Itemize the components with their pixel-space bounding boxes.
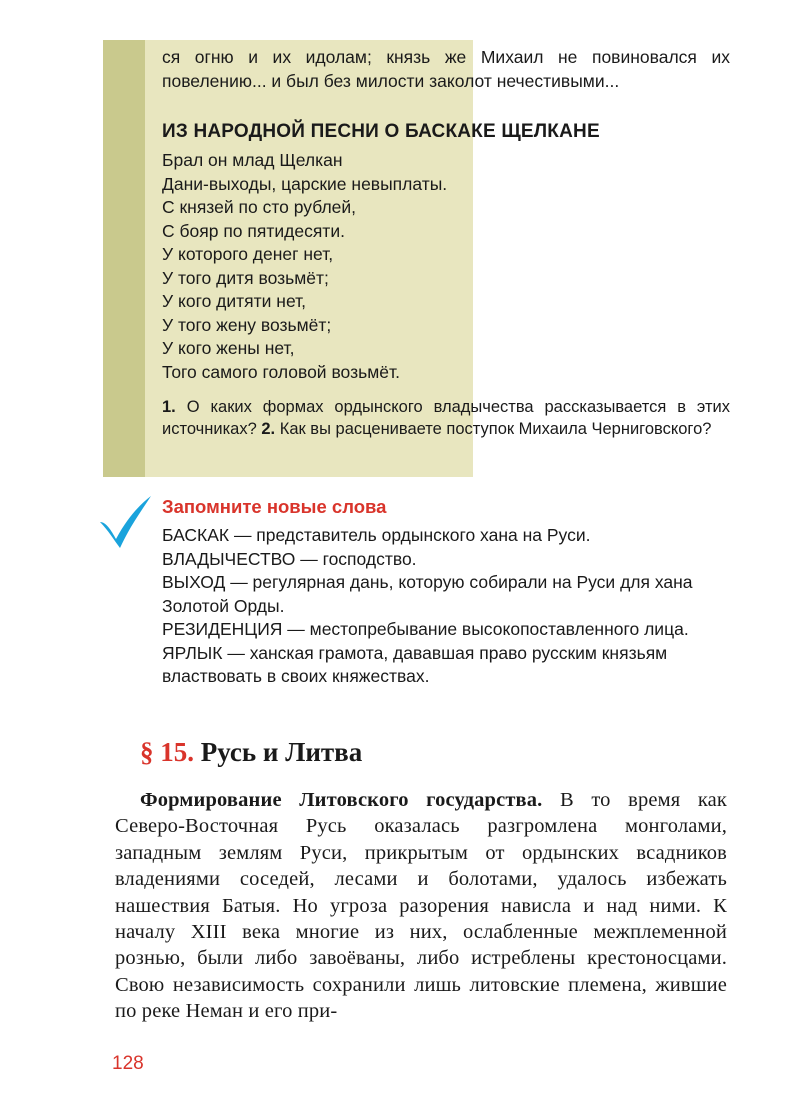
song-line: У того дитя возьмёт;: [162, 267, 329, 288]
section-heading: [140, 737, 362, 768]
remember-words-block: [162, 496, 728, 689]
song-line: У того жену возьмёт;: [162, 314, 332, 335]
section-paragraph: [115, 787, 727, 1025]
page-number: 128: [112, 1053, 144, 1074]
song-line: Того самого головой возьмёт.: [162, 361, 400, 382]
chronicle-excerpt: ся огню и их идолам; князь же Михаил не повиновался их повелению... и был без милости заколот нечестивыми...: [162, 47, 730, 91]
song-verse: [162, 149, 730, 384]
song-line: Дани-выходы, царские невыплаты.: [162, 173, 448, 194]
glossary-term: БАСКАК — представитель ордынского хана на Руси.: [162, 525, 591, 545]
question-number: 2.: [261, 420, 276, 438]
question-text: Как вы расцениваете поступок Михаила Черниговского?: [279, 420, 712, 438]
song-line: Брал он млад Щелкан: [162, 150, 343, 170]
song-line: У кого дитяти нет,: [162, 291, 307, 311]
song-title: ИЗ НАРОДНОЙ ПЕСНИ О БАСКАКЕ ЩЕЛКАНЕ: [162, 121, 600, 142]
glossary-term: ЯРЛЫК — ханская грамота, дававшая право русским князьям властвовать в своих княжествах.: [162, 642, 668, 686]
section-title: Русь и Литва: [200, 737, 363, 767]
source-content: [162, 45, 730, 440]
glossary-term: ВЫХОД — регулярная дань, которую собирали на Руси для хана Золотой Орды.: [162, 572, 693, 616]
glossary-term: ВЛАДЫЧЕСТВО — господство.: [162, 548, 417, 569]
glossary-term: РЕЗИДЕНЦИЯ — местопребывание высокопоставленного лица.: [162, 619, 689, 639]
question-text: О каких формах ордынского владычества рассказывается в этих источниках?: [162, 398, 730, 438]
song-line: У кого жены нет,: [162, 338, 295, 358]
song-line: С бояр по пятидесяти.: [162, 220, 345, 241]
paragraph-text: В то время как Северо-Восточная Русь оказалась разгромлена монголами, западным землям Руси, прикрытым от ордынских всадников владениями соседей, лесами и болотами, удалось избежать нашествия Батыя. Но угроза разорения нависла и над ними. К началу XIII века многие из них, ослабленные межплеменной рознью, были либо завоёваны, либо истреблены крестоносцами. Свою независимость сохранили лишь литовские племена, жившие по реке Неман и его при-: [115, 789, 727, 1023]
paragraph-lead: Формирование Литовского государства.: [140, 789, 543, 811]
checkmark-icon: [96, 492, 154, 550]
song-line: С князей по сто рублей,: [162, 197, 357, 217]
source-panel-strip: [103, 40, 145, 477]
section-number: § 15.: [140, 737, 194, 767]
source-questions: [162, 396, 730, 440]
song-line: У которого денег нет,: [162, 244, 334, 264]
question-number: 1.: [162, 398, 176, 416]
remember-title: Запомните новые слова: [162, 496, 387, 517]
